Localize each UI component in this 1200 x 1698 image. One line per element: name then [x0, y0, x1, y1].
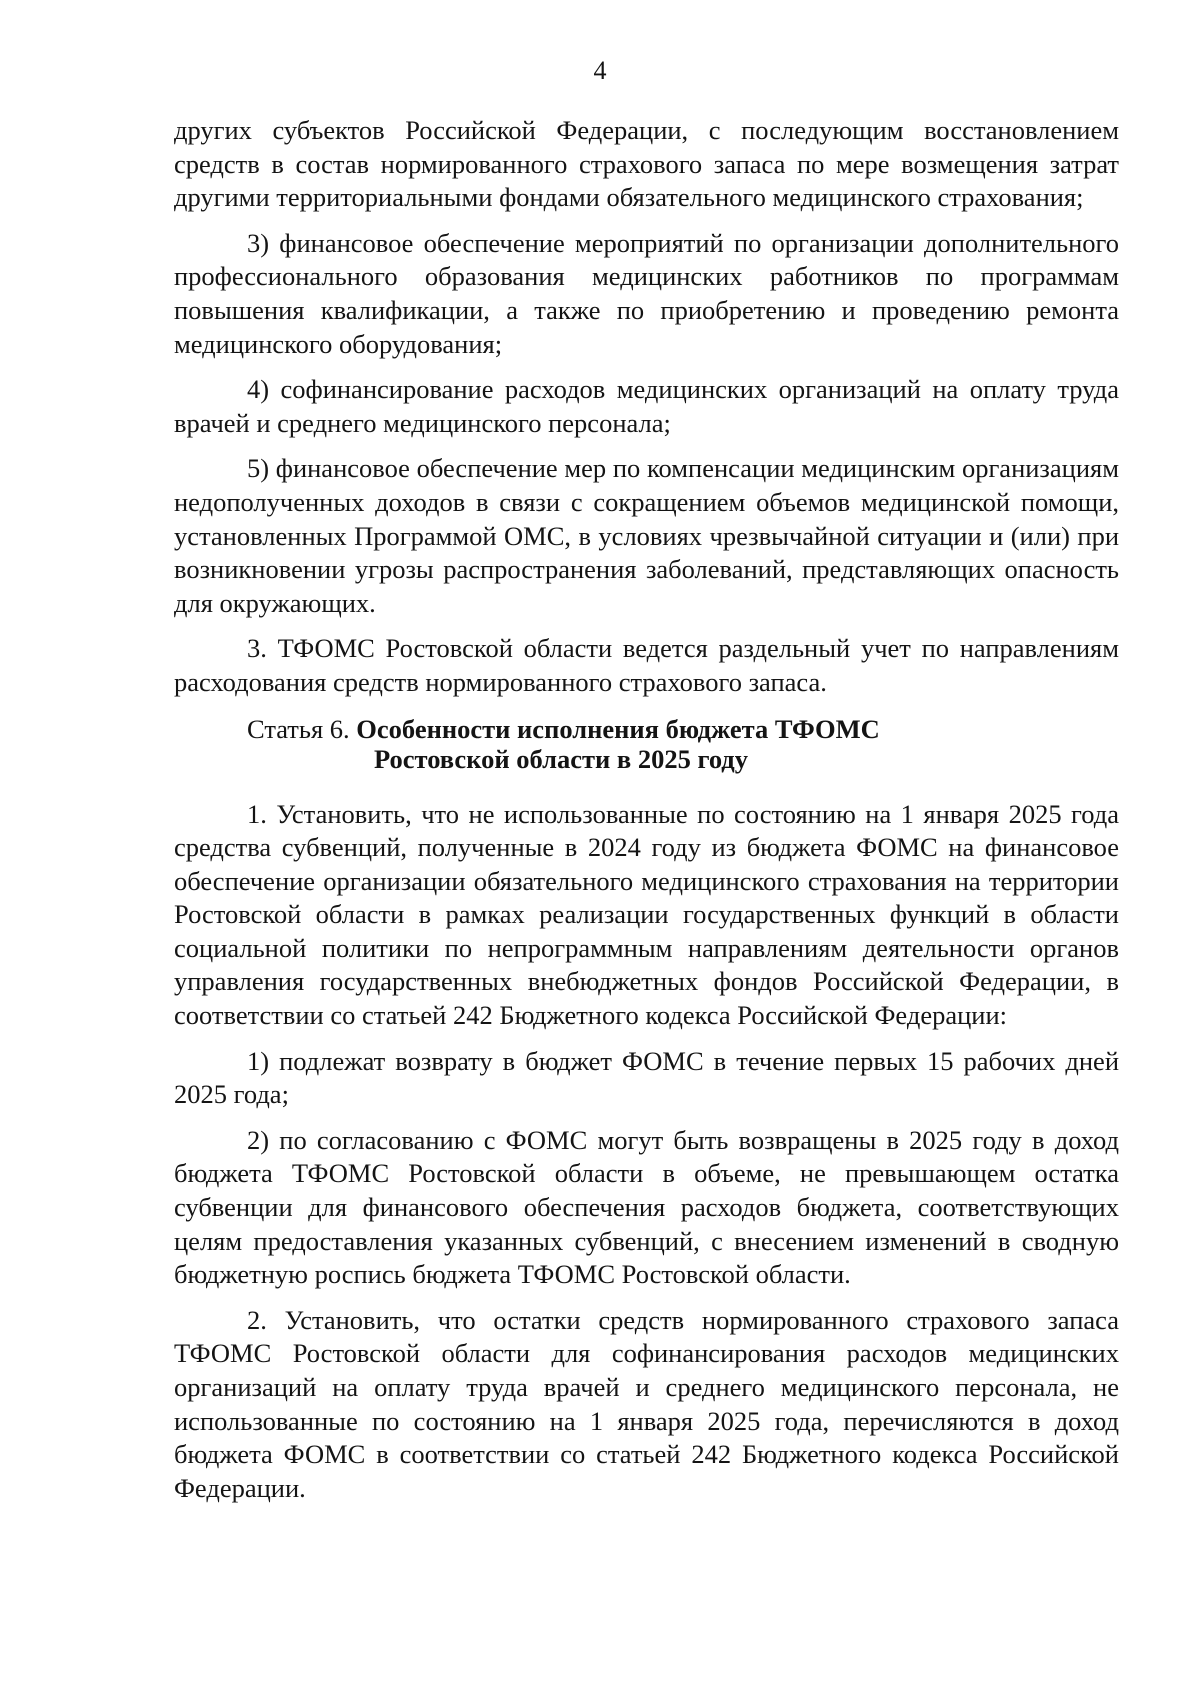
article-title-line2: Ростовской области в 2025 году: [374, 743, 748, 774]
article-heading: [174, 714, 1119, 774]
paragraph-item-5: 5) финансовое обеспечение мер по компенсации медицинским организациям недополученных доходов в связи с сокращением объемов медицинской помощи, установленных Программой ОМС, в условиях чрезвычайной ситуации и (или) при возникновении угрозы распространения заболеваний, представляющих опасность для окружающих.: [174, 453, 1119, 618]
paragraph-point-3: 3. ТФОМС Ростовской области ведется раздельный учет по направлениям расходования средств нормированного страхового запаса.: [174, 633, 1119, 697]
paragraph-continuation: других субъектов Российской Федерации, с последующим восстановлением средств в состав нормированного страхового запаса по мере возмещения затрат другими территориальными фондами обязательного медицинского страхования;: [174, 115, 1119, 213]
article-heading-line1: [174, 714, 1119, 744]
paragraph-article6-item-1: 1) подлежат возврату в бюджет ФОМС в течение первых 15 рабочих дней 2025 года;: [174, 1045, 1119, 1110]
document-body: [174, 114, 1119, 1517]
page-number: 4: [593, 56, 607, 85]
article-prefix: Статья 6.: [247, 713, 357, 744]
paragraph-item-3: 3) финансовое обеспечение мероприятий по организации дополнительного профессионального образования медицинских работников по программам повышения квалификации, а также по приобретению и проведению ремонта медицинского оборудования;: [174, 227, 1119, 359]
paragraph-article6-point-1: 1. Установить, что не использованные по состоянию на 1 января 2025 года средства субвенций, полученные в 2024 году из бюджета ФОМС на финансовое обеспечение организации обязательного медицинского страхования на территории Ростовской области в рамках реализации государственных функций в области социальной политики по непрограммным направлениям деятельности органов управления государственных внебюджетных фондов Российской Федерации, в соответствии со статьей 242 Бюджетного кодекса Российской Федерации:: [174, 798, 1119, 1031]
paragraph-item-4: 4) софинансирование расходов медицинских организаций на оплату труда врачей и среднего медицинского персонала;: [174, 374, 1119, 438]
paragraph-article6-item-2: 2) по согласованию с ФОМС могут быть возвращены в 2025 году в доход бюджета ТФОМС Ростовской области в объеме, не превышающем остатка субвенции для финансового обеспечения расходов бюджета, соответствующих целям предоставления указанных субвенций, с внесением изменений в сводную бюджетную роспись бюджета ТФОМС Ростовской области.: [174, 1124, 1119, 1290]
article-title-line1: Особенности исполнения бюджета ТФОМС: [356, 713, 880, 744]
paragraph-article6-point-2: 2. Установить, что остатки средств нормированного страхового запаса ТФОМС Ростовской области для софинансирования расходов медицинских организаций на оплату труда врачей и среднего медицинского персонала, не использованные по состоянию на 1 января 2025 года, перечисляются в доход бюджета ФОМС в соответствии со статьей 242 Бюджетного кодекса Российской Федерации.: [174, 1304, 1119, 1503]
